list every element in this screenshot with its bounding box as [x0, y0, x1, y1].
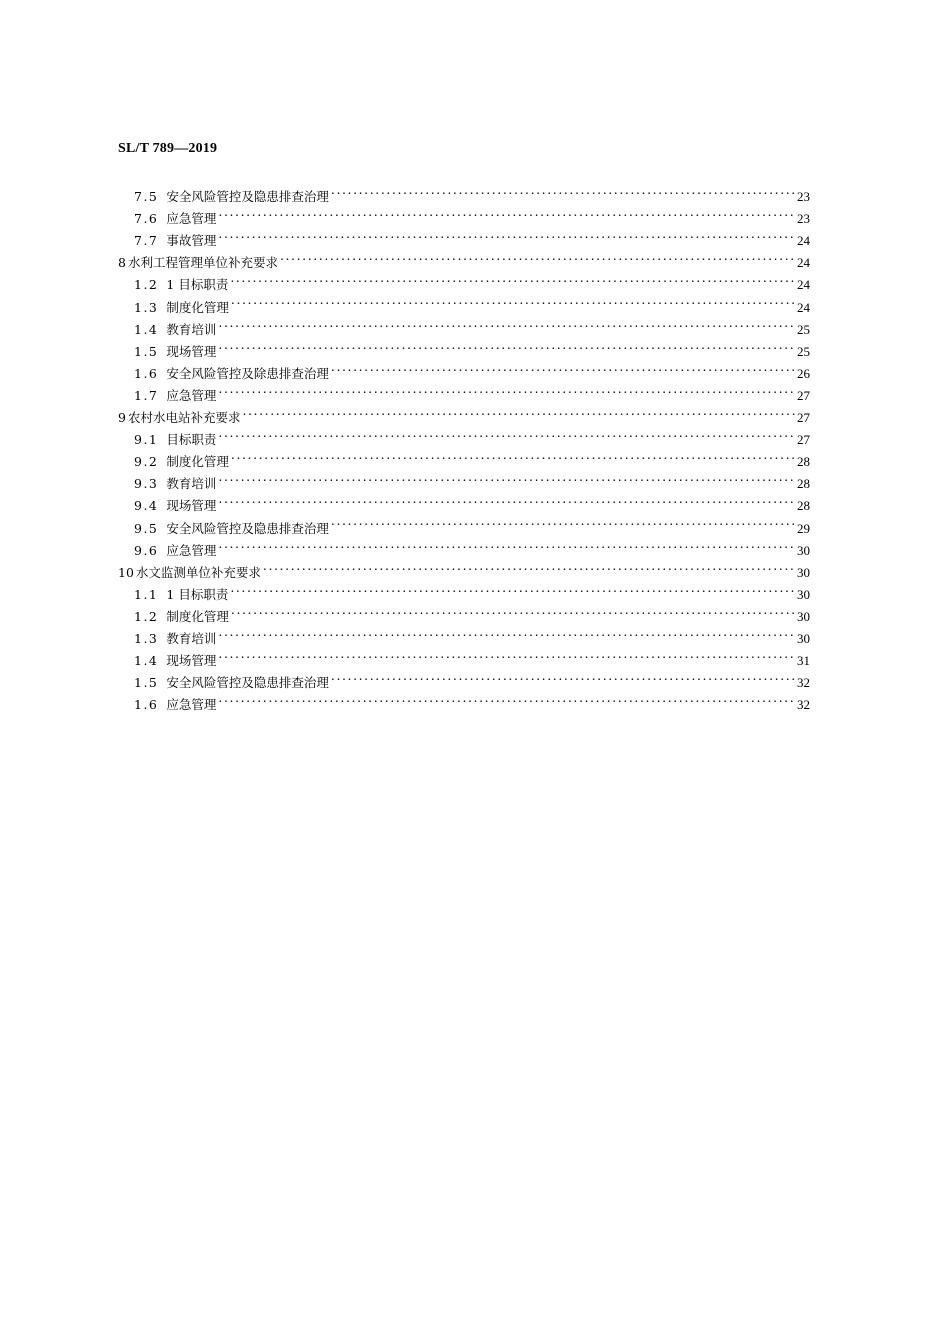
toc-entry-number: 1.6	[134, 365, 159, 381]
toc-entry[interactable]	[118, 334, 810, 359]
toc-dot-leader	[218, 533, 795, 555]
toc-dot-leader	[218, 621, 795, 643]
toc-dot-leader	[331, 179, 795, 201]
toc-entry-page-number: 24	[797, 277, 810, 293]
toc-entry-title: 事故管理	[166, 233, 217, 249]
toc-entry[interactable]	[118, 665, 810, 691]
toc-entry-title: 制度化管理	[166, 454, 229, 470]
toc-entry-number: 1.2	[134, 277, 159, 293]
toc-dot-leader	[218, 223, 795, 245]
toc-entry-page-number: 32	[797, 697, 810, 713]
toc-entry-number: 7.7	[134, 233, 159, 249]
toc-dot-leader	[218, 466, 795, 488]
toc-entry-page-number: 28	[797, 476, 810, 492]
toc-entry-number: 1.3	[134, 299, 159, 315]
toc-dot-leader	[231, 599, 795, 621]
toc-entry-title: 安全风险管控及除患排查治理	[166, 365, 329, 381]
toc-dot-leader	[218, 643, 795, 665]
toc-dot-leader	[230, 577, 795, 599]
toc-dot-leader	[218, 312, 795, 334]
toc-entry[interactable]	[118, 555, 810, 580]
toc-entry-title: 应急管理	[166, 211, 217, 227]
toc-entry-title: 应急管理	[166, 387, 217, 403]
toc-entry-title: 应急管理	[166, 542, 217, 558]
toc-dot-leader	[218, 488, 795, 510]
toc-entry[interactable]	[118, 488, 810, 514]
toc-entry-number: 9.3	[134, 476, 159, 492]
toc-entry-page-number: 30	[797, 564, 810, 580]
toc-entry-title: 制度化管理	[166, 299, 229, 315]
toc-entry-number: 9.1	[134, 432, 159, 448]
toc-entry-page-number: 25	[797, 343, 810, 359]
toc-entry-number: 9	[118, 410, 126, 426]
toc-entry-page-number: 24	[797, 255, 810, 271]
toc-entry-page-number: 27	[797, 410, 810, 426]
toc-entry[interactable]	[118, 510, 810, 536]
toc-entry[interactable]	[118, 533, 810, 558]
toc-entry-title: 教育培训	[166, 321, 217, 337]
toc-entry-number: 1.3	[134, 630, 159, 646]
toc-entry-number: 9.2	[134, 454, 159, 470]
toc-entry[interactable]	[118, 444, 810, 470]
document-code-header: SL/T 789—2019	[118, 141, 218, 156]
toc-entry-page-number: 28	[797, 498, 810, 514]
toc-entry-title: 安全风险管控及隐患排查治理	[166, 675, 329, 691]
toc-entry-number: 8	[118, 255, 126, 271]
toc-entry-number: 9.4	[134, 498, 159, 514]
toc-entry[interactable]	[118, 643, 810, 669]
toc-entry-title: 教育培训	[166, 476, 217, 492]
toc-entry-page-number: 26	[797, 365, 810, 381]
toc-entry-number: 1.4	[134, 321, 159, 337]
toc-entry-number: 1.1	[134, 586, 159, 602]
toc-entry-title: 制度化管理	[166, 608, 229, 624]
toc-entry[interactable]	[118, 621, 810, 646]
toc-dot-leader	[280, 245, 795, 267]
toc-entry-page-number: 30	[797, 542, 810, 558]
toc-dot-leader	[331, 665, 795, 687]
toc-entry-number: 1.4	[134, 653, 159, 669]
toc-entry-page-number: 32	[797, 675, 810, 691]
toc-entry-page-number: 23	[797, 211, 810, 227]
toc-entry[interactable]	[118, 400, 810, 426]
toc-entry-title: 目标职责	[166, 432, 217, 448]
toc-entry-page-number: 23	[797, 189, 810, 205]
toc-entry[interactable]	[118, 223, 810, 249]
toc-dot-leader	[218, 201, 795, 223]
toc-entry-number: 1.6	[134, 697, 159, 713]
toc-entry-page-number: 29	[797, 520, 810, 536]
toc-entry-page-number: 28	[797, 454, 810, 470]
toc-entry[interactable]	[118, 378, 810, 403]
toc-entry-number: 9.6	[134, 542, 159, 558]
toc-dot-leader	[231, 289, 795, 311]
toc-entry-page-number: 24	[797, 233, 810, 249]
toc-entry-page-number: 30	[797, 608, 810, 624]
toc-entry-number: 1.7	[134, 387, 159, 403]
toc-entry[interactable]	[118, 687, 810, 713]
toc-entry-title: 教育培训	[166, 630, 217, 646]
toc-entry-title: 安全风险管控及隐患排查治理	[166, 520, 329, 536]
toc-dot-leader	[331, 356, 795, 378]
toc-entry-title: 现场管理	[166, 653, 217, 669]
toc-entry-title: 水利工程管理单位补充要求	[127, 255, 278, 271]
toc-dot-leader	[242, 400, 795, 422]
toc-entry-page-number: 24	[797, 299, 810, 315]
toc-dot-leader	[231, 444, 795, 466]
toc-dot-leader	[218, 378, 795, 400]
toc-entry[interactable]	[118, 356, 810, 381]
toc-entry-title: 水文监测单位补充要求	[135, 564, 261, 580]
toc-dot-leader	[331, 510, 795, 532]
toc-dot-leader	[218, 334, 795, 356]
toc-entry-page-number: 25	[797, 321, 810, 337]
toc-entry-page-number: 30	[797, 630, 810, 646]
toc-entry-title: 应急管理	[166, 697, 217, 713]
toc-entry[interactable]	[118, 466, 810, 492]
toc-entry-title: 现场管理	[166, 343, 217, 359]
toc-entry-title: 农村水电站补充要求	[127, 410, 241, 426]
toc-entry[interactable]	[118, 245, 810, 271]
toc-entry-page-number: 31	[797, 653, 810, 669]
toc-entry-number: 7.6	[134, 211, 159, 227]
toc-dot-leader	[263, 555, 795, 577]
toc-entry-title: 现场管理	[166, 498, 217, 514]
toc-entry-page-number: 27	[797, 432, 810, 448]
toc-entry-title: 1 目标职责	[166, 586, 229, 602]
toc-entry-number: 1.5	[134, 343, 159, 359]
toc-entry[interactable]	[118, 312, 810, 337]
toc-entry-number: 9.5	[134, 520, 159, 536]
toc-entry-number: 1.5	[134, 675, 159, 691]
toc-dot-leader	[230, 267, 795, 289]
toc-entry-title: 安全风险管控及隐患排查治理	[166, 189, 329, 205]
toc-entry[interactable]	[118, 201, 810, 227]
toc-entry-page-number: 30	[797, 586, 810, 602]
toc-entry-number: 10	[118, 564, 134, 580]
toc-entry-title: 1 目标职责	[166, 277, 229, 293]
toc-entry-number: 1.2	[134, 608, 159, 624]
toc-dot-leader	[218, 422, 795, 444]
toc-entry-page-number: 27	[797, 387, 810, 403]
toc-entry[interactable]	[118, 179, 810, 205]
toc-dot-leader	[218, 687, 795, 709]
toc-entry[interactable]	[118, 422, 810, 448]
toc-entry-number: 7.5	[134, 189, 159, 205]
table-of-contents	[118, 179, 810, 713]
